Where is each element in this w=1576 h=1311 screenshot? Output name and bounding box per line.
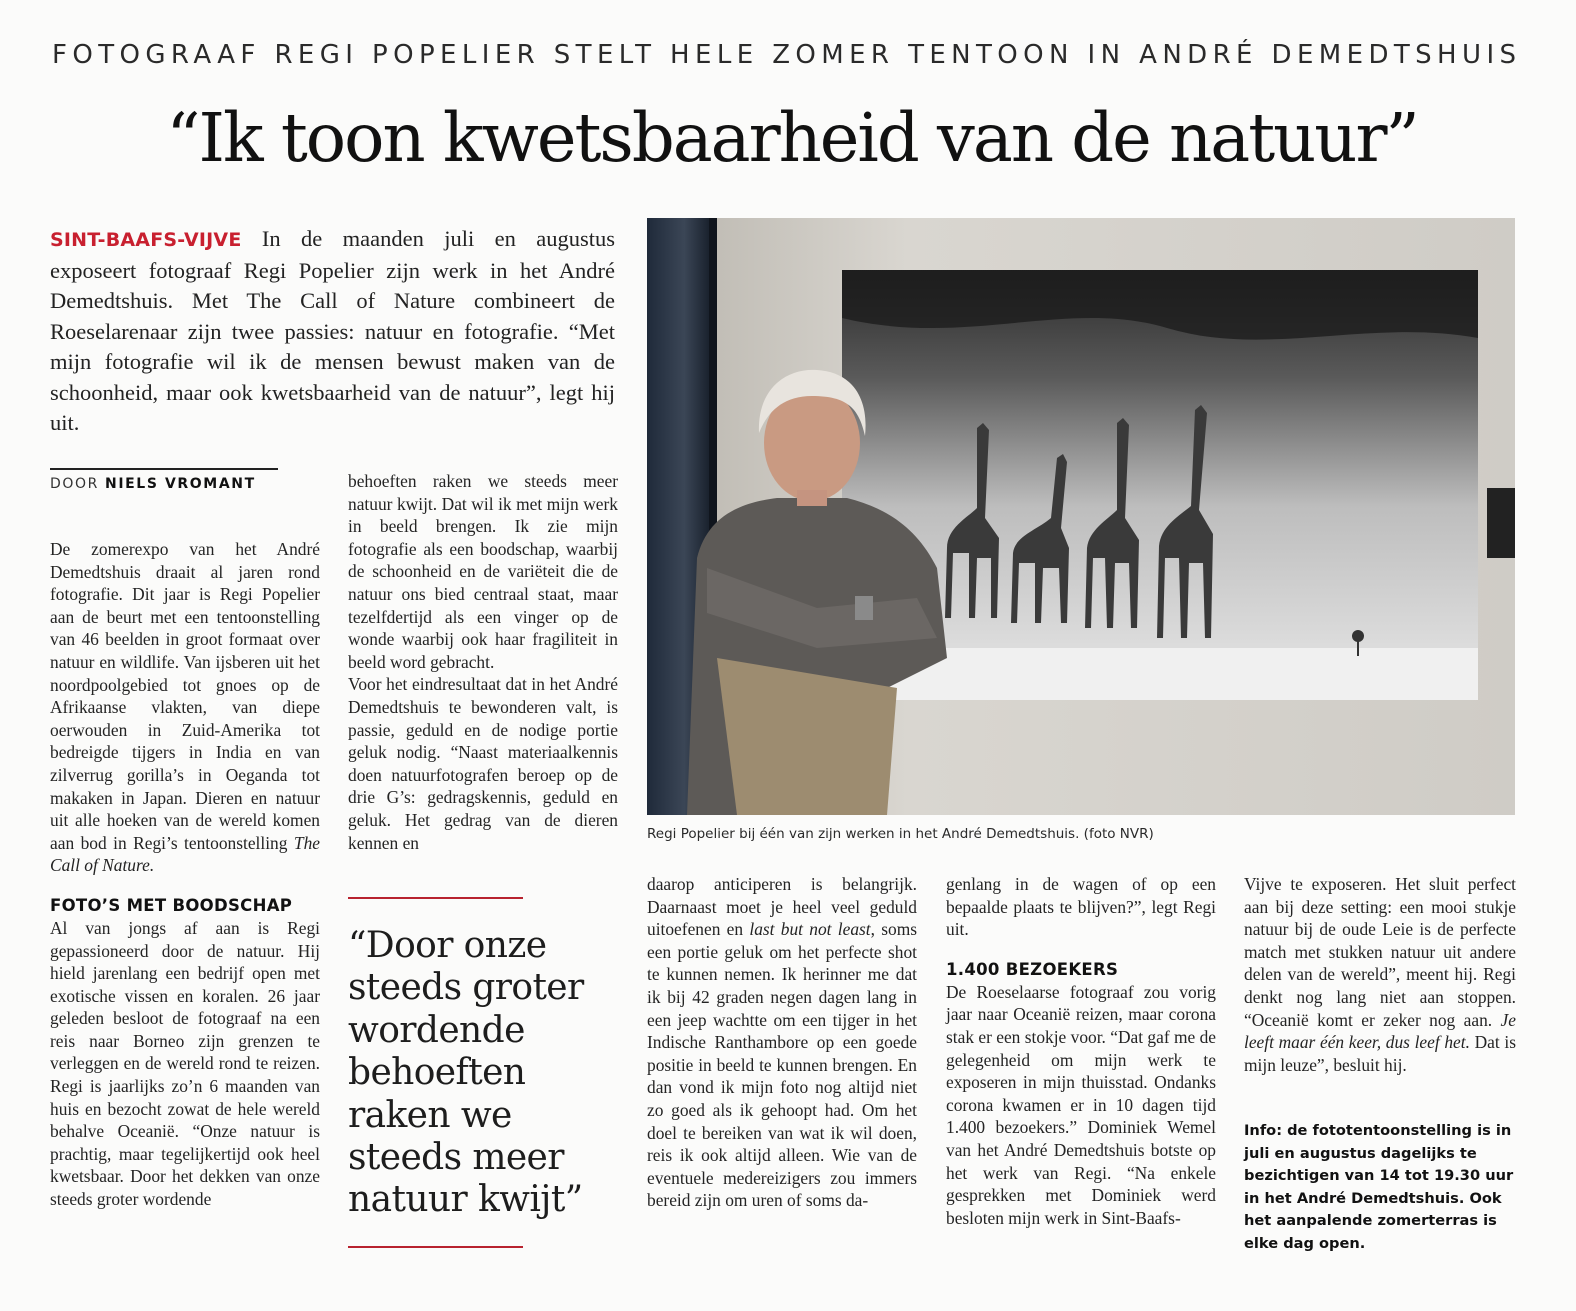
intro-text: In de maanden juli en augustus exposeert fotograaf Regi Popelier zijn werk in het André Demedtshuis. Met The Call of Nature combineert de Roeselarenaar zijn twee passies: natuur en fotografie. “Met mijn fotografie wil ik de mensen bewust maken van de schoonheid, maar ook kwetsbaarheid van de natuur”, legt hij uit. <box>50 226 615 435</box>
col2-paragraph-1: behoeften raken we steeds meer natuur kwijt. Dat wil ik met mijn werk in beeld brengen. Ik zie mijn fotografie als een boodschap, waarbij de schoonheid en de variëteit die de natuur ons bied centraal staat, maar tezelfdertijd als een vinger op de wonde waarbij ook haar fragiliteit in beeld word gebracht. <box>348 471 618 672</box>
pullquote-rule-bottom <box>348 1246 523 1248</box>
photo-caption: Regi Popelier bij één van zijn werken in het André Demedtshuis. (foto NVR) <box>647 826 1154 842</box>
column-1 <box>50 538 320 1211</box>
pullquote-rule-top <box>348 897 523 899</box>
col1-italic: The Call of Nature. <box>50 832 320 876</box>
byline <box>50 476 256 492</box>
subhead-bezoekers: 1.400 BEZOEKERS <box>946 959 1119 979</box>
byline-rule <box>50 468 278 470</box>
column-5 <box>1244 873 1516 1076</box>
column-4 <box>946 873 1216 1229</box>
col5-text-b: Dat is mijn leuze”, besluit hij. <box>1244 1032 1516 1075</box>
byline-prefix: DOOR <box>50 476 99 492</box>
col3-italic: last but not least <box>749 919 871 940</box>
col4-paragraph-1: genlang in de wagen of op een bepaalde plaats te blijven?”, legt Regi uit. <box>946 874 1216 940</box>
byline-author: NIELS VROMANT <box>105 476 256 492</box>
kicker: FOTOGRAAF REGI POPELIER STELT HELE ZOMER TENTOON IN ANDRÉ DEMEDTSHUIS <box>52 40 1522 70</box>
column-2 <box>348 470 618 854</box>
col1-paragraph <box>50 538 320 877</box>
col1-text: De zomerexpo van het André Demedtshuis draait al jaren rond fotografie. Dit jaar is Regi Popelier aan de beurt met een tentoonstelling van 46 beelden in groot formaat over natuur en wildlife. Van ijsberen uit het noordpoolgebied tot gnoes op de Afrikaanse vlakten, van diepe oerwouden in Zuid-Amerika tot bedreigde tijgers in India en van zilverrug gorilla’s in Oeganda tot makaken in Japan. Dieren en natuur uit alle hoeken van de wereld komen aan bod in Regi’s tentoonstelling <box>50 539 320 853</box>
col3-text-a: daarop anticiperen is belangrijk. Daarnaast moet je heel veel geduld uitoefenen en <box>647 874 917 940</box>
info-box: Info: de fototentoonstelling is in juli en augustus dagelijks te bezichtigen van 14 tot 19.30 uur in het André Demedtshuis. Ook het aanpalende zomerterras is elke dag open. <box>1244 1122 1514 1252</box>
col5-paragraph <box>1244 873 1516 1076</box>
pullquote: “Door onze steeds groter wordende behoeften raken we steeds meer natuur kwijt” <box>348 925 584 1221</box>
dateline: SINT-BAAFS-VIJVE <box>50 229 242 251</box>
col1-paragraph-2: Al van jongs af aan is Regi gepassioneerd door de natuur. Hij hield jarenlang een bedrijf open met exotische vissen en koralen. 26 jaar geleden besloot de fotograaf na een reis naar Borneo zijn grenzen te verleggen en de wereld rond te reizen. Regi is jaarlijks zo’n 6 maanden van huis en bezocht zowat de hele wereld behalve Oceanië. “Onze natuur is prachtig, maar tegelijkertijd ook heel kwetsbaar. Door het dekken van onze steeds groter wordende <box>50 917 320 1210</box>
intro-paragraph <box>50 224 615 439</box>
photo-illustration <box>647 218 1515 815</box>
subhead-boodschap: FOTO’S MET BOODSCHAP <box>50 895 293 915</box>
article-photo <box>647 218 1515 815</box>
headline: “Ik toon kwetsbaarheid van de natuur” <box>166 99 1418 177</box>
column-3 <box>647 873 917 1212</box>
col5-text-a: Vijve te exposeren. Het sluit perfect aan bij deze setting: een mooi stukje natuur bij de oude Leie is de perfecte match met stukken natuur uit andere delen van de wereld”, meent hij. Regi denkt nog lang niet aan stoppen. “Oceanië komt er zeker nog aan. <box>1244 874 1516 1030</box>
col5-italic: Je leeft maar één keer, dus leef het. <box>1244 1009 1516 1053</box>
col3-text-b: , soms een portie geluk om het perfecte shot te kunnen nemen. Ik herinner me dat ik bij 42 graden negen dagen lang in een jeep wachtte om een tijger in het Indische Ranthambore op een goede positie in beeld te kunnen brengen. En dan vond ik mijn foto nog altijd niet zo goed als ik gehoopt had. Om het doel te bereiken van wat ik wil doen, reis ik ook altijd alleen. Wie van de eventuele medereizigers zou immers bereid zijn om uren of soms da- <box>647 919 918 1211</box>
col2-paragraph-2: Voor het eindresultaat dat in het André Demedtshuis te bewonderen valt, is passie, geduld en de nodige portie geluk nodig. “Naast materiaalkennis doen natuurfotografen beroep op de drie G’s: gedragskennis, geduld en geluk. Het gedrag van de dieren kennen en <box>348 674 618 853</box>
col4-paragraph-2: De Roeselaarse fotograaf zou vorig jaar naar Oceanië reizen, maar corona stak er een stokje voor. “Dat gaf me de gelegenheid om mijn werk te exposeren in mijn thuisstad. Ondanks corona kwamen er in 10 dagen tijd 1.400 bezoekers.” Dominiek Wemel van het André Demedtshuis botste op het werk van Regi. “Na enkele gesprekken met Dominiek werd besloten mijn werk in Sint-Baafs- <box>946 981 1216 1228</box>
col3-paragraph <box>647 873 917 1212</box>
